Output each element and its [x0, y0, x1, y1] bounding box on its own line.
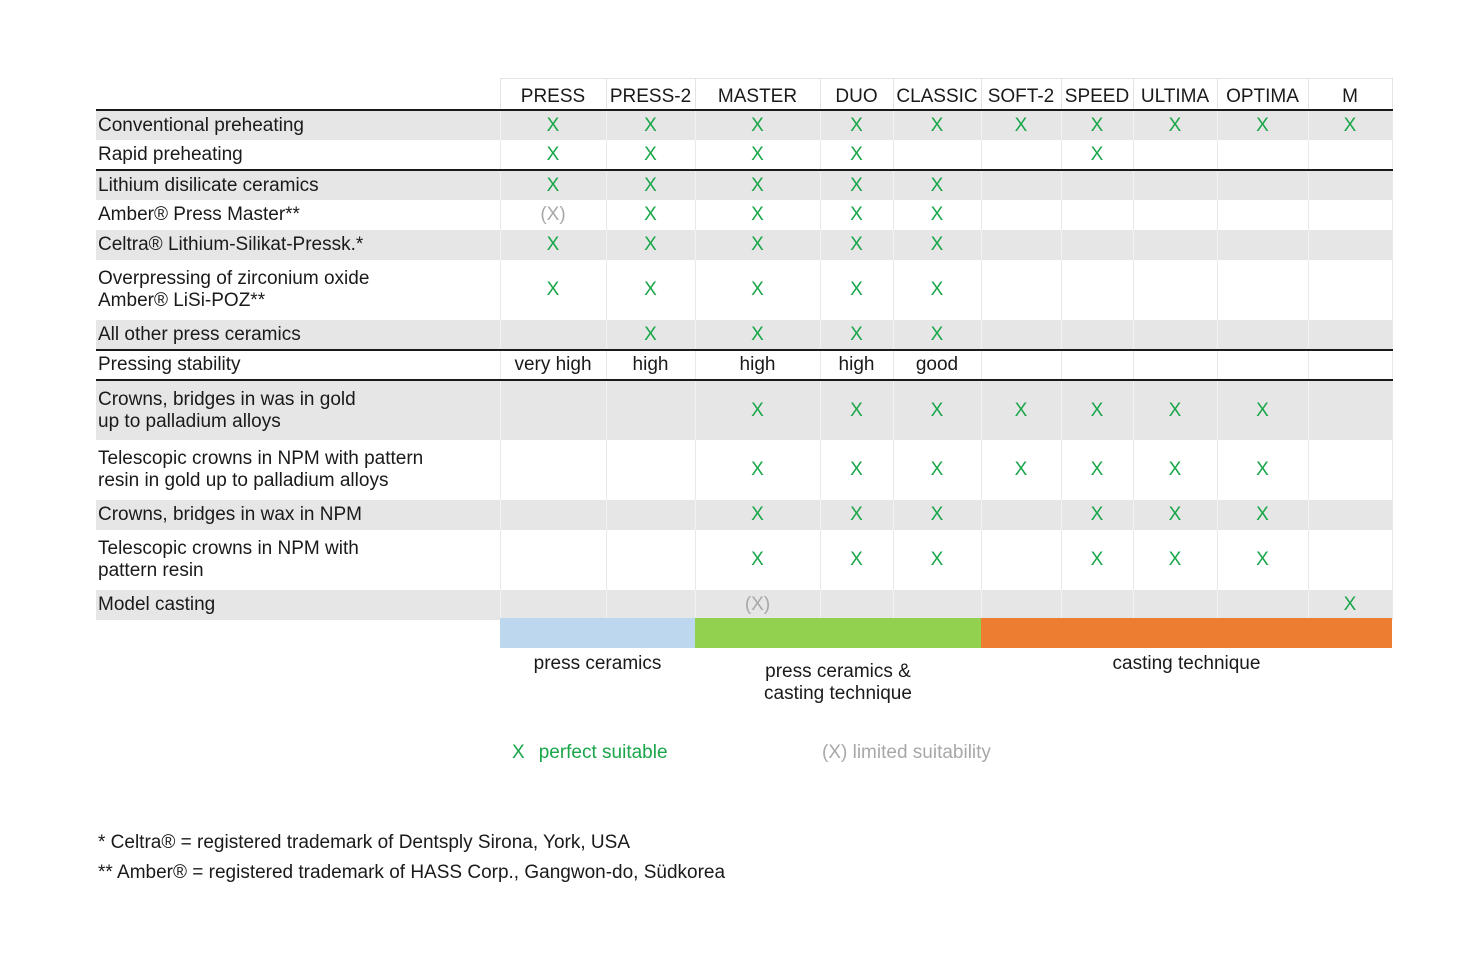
empty-cell [500, 590, 606, 620]
suitable-mark: X [695, 380, 820, 440]
empty-cell [1061, 320, 1133, 350]
matrix-row [96, 140, 1392, 170]
row-label [96, 350, 500, 380]
suitable-mark: X [1308, 590, 1392, 620]
matrix-row [96, 200, 1392, 230]
empty-cell [1308, 260, 1392, 320]
suitable-mark: X [1061, 380, 1133, 440]
matrix-row [96, 230, 1392, 260]
suitable-mark: X [893, 500, 981, 530]
empty-cell [1308, 500, 1392, 530]
group-label-press-and-casting [695, 661, 981, 705]
col-header: ULTIMA [1133, 79, 1217, 111]
col-header: PRESS [500, 79, 606, 111]
row-label [96, 200, 500, 230]
suitable-mark: X [1133, 110, 1217, 140]
stability-value: high [820, 350, 893, 380]
suitable-mark: X [1217, 380, 1308, 440]
legend-limited-suitability: (X) limited suitability [822, 742, 991, 763]
matrix-row [96, 320, 1392, 350]
matrix-row [96, 590, 1392, 620]
empty-cell [1061, 200, 1133, 230]
row-label-line: Telescopic crowns in NPM with [98, 538, 359, 559]
matrix-row [96, 260, 1392, 320]
row-label-line: up to palladium alloys [98, 410, 281, 432]
matrix-row [96, 440, 1392, 500]
empty-cell [981, 140, 1061, 170]
suitable-mark: X [500, 230, 606, 260]
suitable-mark: X [981, 110, 1061, 140]
suitable-mark: X [1061, 530, 1133, 590]
empty-cell [1133, 140, 1217, 170]
footnote-celtra: * Celtra® = registered trademark of Dentsply Sirona, York, USA [98, 832, 630, 853]
limited-mark: (X) [695, 590, 820, 620]
col-header: M [1308, 79, 1392, 111]
col-header: OPTIMA [1217, 79, 1308, 111]
suitable-mark: X [893, 380, 981, 440]
suitable-mark: X [1061, 140, 1133, 170]
matrix-row [96, 110, 1392, 140]
row-label-line: Model casting [98, 594, 216, 615]
row-label [96, 530, 500, 590]
empty-cell [1308, 200, 1392, 230]
row-label [96, 260, 500, 320]
group-label-line: casting technique [764, 683, 912, 704]
empty-cell [1217, 230, 1308, 260]
suitable-mark: X [695, 530, 820, 590]
matrix-row [96, 170, 1392, 200]
suitable-mark: X [893, 440, 981, 500]
row-label [96, 230, 500, 260]
group-label-press-ceramics [500, 653, 695, 675]
empty-cell [1133, 320, 1217, 350]
empty-cell [606, 440, 695, 500]
suitable-mark: X [820, 170, 893, 200]
row-label [96, 170, 500, 200]
col-header: SOFT-2 [981, 79, 1061, 111]
row-label-line: Pressing stability [98, 354, 241, 375]
group-bar-press-ceramics [500, 618, 695, 648]
suitable-mark: X [893, 110, 981, 140]
row-label-line: Crowns, bridges in was in gold [98, 388, 356, 410]
col-header: PRESS-2 [606, 79, 695, 111]
empty-cell [1133, 260, 1217, 320]
limited-mark: (X) [500, 200, 606, 230]
matrix-row [96, 350, 1392, 380]
stability-value: good [893, 350, 981, 380]
empty-cell [1308, 230, 1392, 260]
col-header: DUO [820, 79, 893, 111]
row-label [96, 320, 500, 350]
empty-cell [1061, 590, 1133, 620]
suitable-mark: X [1061, 110, 1133, 140]
row-label-line: Amber® Press Master** [98, 204, 300, 225]
suitable-mark: X [981, 440, 1061, 500]
empty-cell [981, 530, 1061, 590]
legend-full-text: perfect suitable [538, 742, 668, 763]
empty-cell [1217, 200, 1308, 230]
empty-cell [1061, 260, 1133, 320]
row-label [96, 500, 500, 530]
empty-cell [1217, 260, 1308, 320]
suitable-mark: X [820, 230, 893, 260]
group-label-line: press ceramics [533, 653, 662, 674]
row-label-line: Rapid preheating [98, 143, 243, 165]
empty-cell [1308, 440, 1392, 500]
suitable-mark: X [606, 320, 695, 350]
suitable-mark: X [695, 230, 820, 260]
row-label [96, 590, 500, 620]
suitable-mark: X [820, 530, 893, 590]
suitable-mark: X [820, 380, 893, 440]
matrix-row [96, 530, 1392, 590]
empty-cell [500, 500, 606, 530]
suitable-mark: X [1061, 440, 1133, 500]
suitable-mark: X [1217, 500, 1308, 530]
row-label-line: Overpressing of zirconium oxide [98, 268, 370, 289]
col-header: MASTER [695, 79, 820, 111]
suitable-mark: X [820, 140, 893, 170]
suitable-mark: X [1217, 440, 1308, 500]
suitable-mark: X [1133, 500, 1217, 530]
suitable-mark: X [1308, 110, 1392, 140]
group-bar-casting-technique [981, 618, 1392, 648]
group-label-line: press ceramics & [765, 661, 911, 682]
suitable-mark: X [606, 200, 695, 230]
row-label-line: Telescopic crowns in NPM with pattern [98, 448, 424, 469]
empty-cell [1217, 320, 1308, 350]
suitable-mark: X [606, 110, 695, 140]
legend-perfect-suitable [512, 742, 668, 764]
empty-cell [1133, 590, 1217, 620]
empty-cell [981, 260, 1061, 320]
suitable-mark: X [820, 500, 893, 530]
empty-cell [606, 530, 695, 590]
stability-value: high [606, 350, 695, 380]
suitable-mark: X [500, 140, 606, 170]
suitable-mark: X [695, 500, 820, 530]
empty-cell [500, 320, 606, 350]
empty-cell [1217, 140, 1308, 170]
suitable-mark: X [500, 170, 606, 200]
suitable-mark: X [1217, 530, 1308, 590]
suitable-mark: X [500, 260, 606, 320]
suitable-mark: X [606, 140, 695, 170]
empty-cell [1133, 170, 1217, 200]
suitable-mark: X [820, 320, 893, 350]
matrix-row [96, 380, 1392, 440]
empty-cell [1308, 320, 1392, 350]
suitable-mark: X [893, 320, 981, 350]
suitable-mark: X [695, 260, 820, 320]
stability-value: high [695, 350, 820, 380]
empty-cell [500, 380, 606, 440]
suitable-mark: X [695, 140, 820, 170]
col-header: CLASSIC [893, 79, 981, 111]
row-label-line: pattern resin [98, 560, 204, 581]
suitable-mark: X [820, 440, 893, 500]
empty-cell [1308, 140, 1392, 170]
empty-cell [1217, 170, 1308, 200]
empty-cell [1308, 530, 1392, 590]
empty-cell [981, 200, 1061, 230]
empty-cell [606, 590, 695, 620]
group-bar-press-and-casting [695, 618, 981, 648]
stability-value: very high [500, 350, 606, 380]
suitable-mark: X [820, 260, 893, 320]
empty-cell [1061, 350, 1133, 380]
row-label-line: Celtra® Lithium-Silikat-Pressk.* [98, 234, 364, 255]
row-label-line: Conventional preheating [98, 114, 304, 136]
empty-cell [500, 530, 606, 590]
header-row [96, 79, 1392, 111]
empty-cell [1061, 170, 1133, 200]
empty-cell [1133, 200, 1217, 230]
suitable-mark: X [695, 170, 820, 200]
suitable-mark: X [820, 200, 893, 230]
empty-cell [500, 440, 606, 500]
suitable-mark: X [893, 530, 981, 590]
empty-cell [893, 140, 981, 170]
empty-cell [981, 230, 1061, 260]
empty-cell [1133, 350, 1217, 380]
col-header: SPEED [1061, 79, 1133, 111]
row-label-line: All other press ceramics [98, 323, 301, 345]
suitable-mark: X [695, 110, 820, 140]
group-label-casting-technique [981, 653, 1392, 675]
suitable-mark: X [1133, 530, 1217, 590]
suitable-mark: X [1217, 110, 1308, 140]
suitable-mark: X [981, 380, 1061, 440]
empty-cell [1217, 590, 1308, 620]
suitable-mark: X [1061, 500, 1133, 530]
header-corner [96, 79, 500, 111]
suitable-mark: X [893, 260, 981, 320]
suitable-mark: X [893, 170, 981, 200]
empty-cell [1308, 350, 1392, 380]
row-label [96, 440, 500, 500]
empty-cell [606, 380, 695, 440]
empty-cell [981, 320, 1061, 350]
suitable-mark: X [606, 170, 695, 200]
legend-full-symbol: X [512, 742, 525, 763]
footnote-amber: ** Amber® = registered trademark of HASS Corp., Gangwon-do, Südkorea [98, 862, 726, 883]
empty-cell [606, 500, 695, 530]
suitable-mark: X [893, 200, 981, 230]
suitable-mark: X [1133, 380, 1217, 440]
matrix-row [96, 500, 1392, 530]
suitability-matrix [96, 78, 1393, 620]
suitable-mark: X [893, 230, 981, 260]
row-label [96, 110, 500, 140]
empty-cell [981, 170, 1061, 200]
suitable-mark: X [820, 110, 893, 140]
suitable-mark: X [695, 440, 820, 500]
row-label-line: Crowns, bridges in wax in NPM [98, 504, 362, 525]
suitable-mark: X [606, 230, 695, 260]
suitable-mark: X [1133, 440, 1217, 500]
empty-cell [1217, 350, 1308, 380]
row-label-line: Amber® LiSi-POZ** [98, 290, 266, 311]
group-label-line: casting technique [1112, 653, 1261, 674]
row-label-line: Lithium disilicate ceramics [98, 174, 319, 196]
row-label [96, 380, 500, 440]
empty-cell [1133, 230, 1217, 260]
row-label [96, 140, 500, 170]
suitable-mark: X [500, 110, 606, 140]
suitable-mark: X [695, 200, 820, 230]
suitable-mark: X [606, 260, 695, 320]
matrix-body [96, 110, 1392, 620]
empty-cell [981, 500, 1061, 530]
empty-cell [1308, 380, 1392, 440]
empty-cell [981, 590, 1061, 620]
group-color-bar [500, 618, 1392, 648]
empty-cell [981, 350, 1061, 380]
empty-cell [893, 590, 981, 620]
empty-cell [1308, 170, 1392, 200]
empty-cell [820, 590, 893, 620]
suitable-mark: X [695, 320, 820, 350]
row-label-line: resin in gold up to palladium alloys [98, 470, 389, 491]
empty-cell [1061, 230, 1133, 260]
